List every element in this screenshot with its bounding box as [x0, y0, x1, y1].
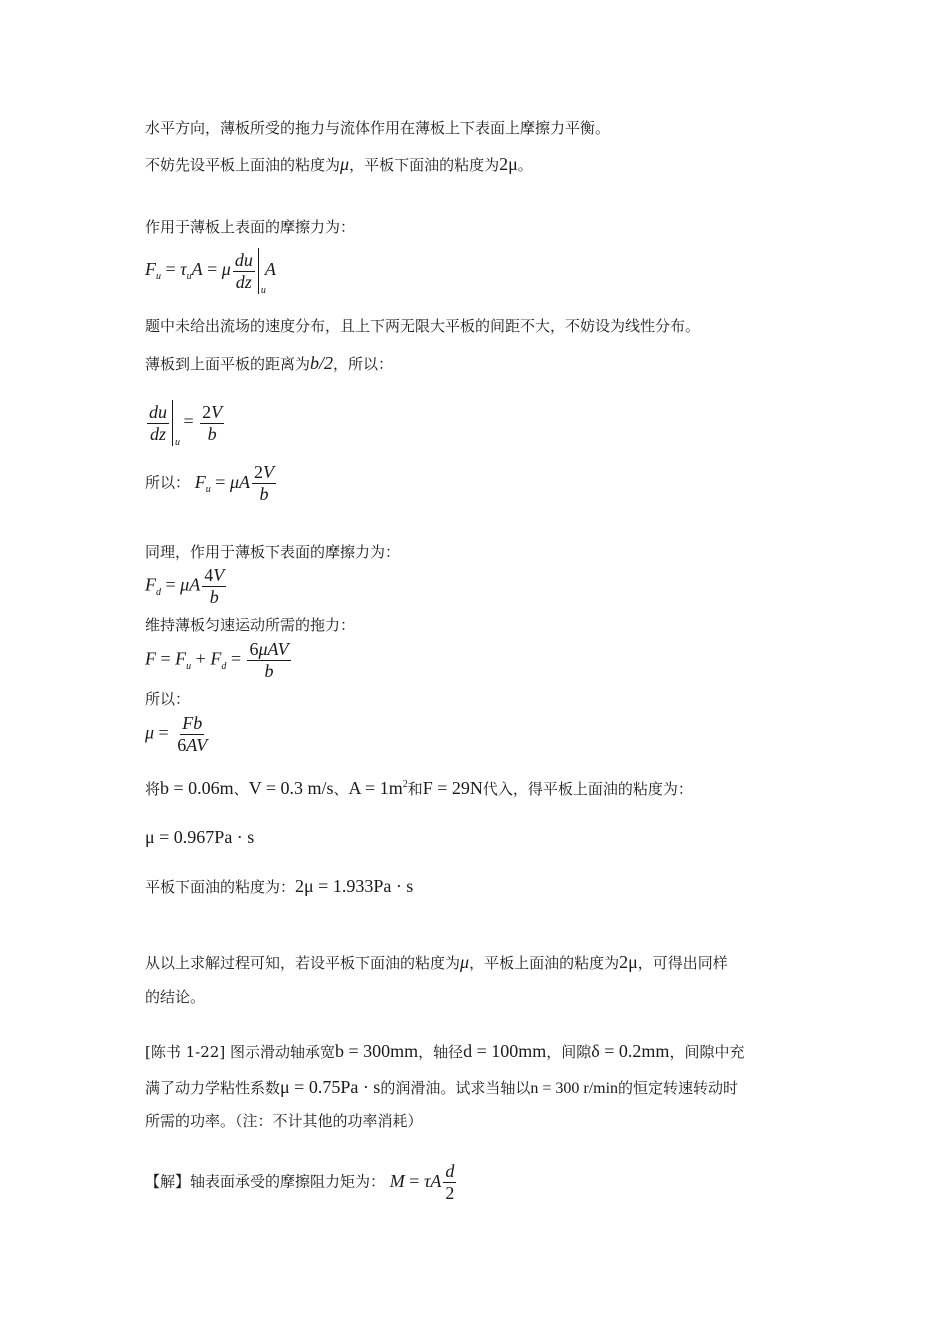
text-segment: 满了动力学粘性系数	[145, 1079, 281, 1097]
text-line	[145, 877, 413, 895]
text-segment: ，平板上面油的粘度为	[469, 954, 620, 972]
text-segment: ，间隙中充	[669, 1043, 745, 1061]
text-line	[145, 155, 533, 173]
text-segment: [陈书 1-22] 图示滑动轴承宽	[145, 1043, 335, 1061]
math-b-value: b = 0.06m	[160, 778, 234, 798]
text-line: 同理，作用于薄板下表面的摩擦力为：	[145, 543, 401, 561]
math-b-half: b/2	[310, 353, 334, 373]
text-segment: 的恒定转速转动时	[618, 1079, 739, 1097]
text-segment: 、	[233, 780, 249, 798]
text-segment: 不妨先设平板上面油的粘度为	[145, 156, 341, 174]
math-b-300: b = 300mm	[334, 1041, 419, 1061]
text-segment: ，所以：	[333, 355, 394, 373]
math-two-mu-value: 2μ = 1.933Pa · s	[295, 876, 414, 896]
text-segment: ，可得出同样	[637, 954, 728, 972]
text-segment: ，间隙	[546, 1043, 592, 1061]
equation-fu: $F_u = \tau_uA = \mu$ $\frac{du}{dz}$ u A	[145, 249, 276, 296]
text-segment: 将	[145, 780, 161, 798]
math-two-mu: 2μ	[499, 154, 518, 174]
text-line	[145, 779, 693, 797]
text-segment: ，平板下面油的粘度为	[349, 156, 500, 174]
problem-line	[145, 1042, 744, 1060]
text-line: 水平方向，薄板所受的拖力与流体作用在薄板上下表面上摩擦力平衡。	[145, 119, 611, 137]
math-d-100: d = 100mm	[463, 1041, 547, 1061]
math-mu: μ	[460, 952, 470, 972]
math-mu-075: μ = 0.75Pa · s	[280, 1077, 381, 1097]
text-segment: 平板下面油的粘度为：	[145, 878, 296, 896]
text-segment: 薄板到上面平板的距离为	[145, 355, 311, 373]
math-mu: μ	[340, 154, 350, 174]
text-line: 维持薄板匀速运动所需的拖力：	[145, 616, 356, 634]
equation-fd: $F_d = \mu A$ $\frac{4V}{b}$	[145, 565, 225, 607]
equation-mu-value: μ = 0.967Pa · s	[145, 827, 255, 847]
math-v-value: V = 0.3 m/s	[248, 778, 334, 798]
problem-line: 所需的功率。（注：不计其他的功率消耗）	[145, 1112, 423, 1130]
text-segment: 的润滑油。试求当轴以	[380, 1079, 531, 1097]
equation-f-total: $F = F_u + F_d$ = $\frac{\text{6μAV}}{b}$	[145, 639, 289, 681]
text-segment: 。	[517, 156, 533, 174]
equation-mu: μ = $\frac{Fb}{6AV}$	[145, 713, 208, 755]
math-a-value: A = 1m	[348, 778, 403, 798]
text-segment: ，轴径	[418, 1043, 464, 1061]
text-segment: 所以：	[145, 473, 191, 492]
text-line: 所以：	[145, 690, 191, 708]
solution-line: 【解】轴表面承受的摩擦阻力矩为： M = τA $\frac{d}{2}$	[145, 1161, 455, 1203]
problem-line	[145, 1078, 738, 1097]
math-n-300: n = 300 r/min	[530, 1080, 619, 1097]
text-line: 题中未给出流场的速度分布，且上下两无限大平板的间距不大，不妨设为线性分布。	[145, 317, 701, 335]
math-delta: δ = 0.2mm	[591, 1041, 670, 1061]
equation-dudz: $\frac{du}{dz}$ u = $\frac{2V}{b}$	[149, 401, 223, 448]
math-f-value: F = 29N	[422, 778, 483, 798]
text-line: 的结论。	[145, 988, 206, 1006]
text-segment: 和	[407, 780, 423, 798]
text-segment: 代入，得平板上面油的粘度为：	[482, 780, 693, 798]
text-line: 作用于薄板上表面的摩擦力为：	[145, 218, 356, 236]
math-a-exponent: 2	[402, 779, 408, 790]
math-two-mu: 2μ	[619, 952, 638, 972]
text-segment: 、	[333, 780, 349, 798]
equation-fu-result: 所以： $F_u = \mu A$ $\frac{2V}{b}$	[145, 462, 274, 504]
text-segment: 【解】轴表面承受的摩擦阻力矩为：	[145, 1172, 386, 1191]
text-segment: 从以上求解过程可知，若设平板下面油的粘度为	[145, 954, 461, 972]
text-line	[145, 953, 728, 971]
text-line	[145, 354, 393, 372]
